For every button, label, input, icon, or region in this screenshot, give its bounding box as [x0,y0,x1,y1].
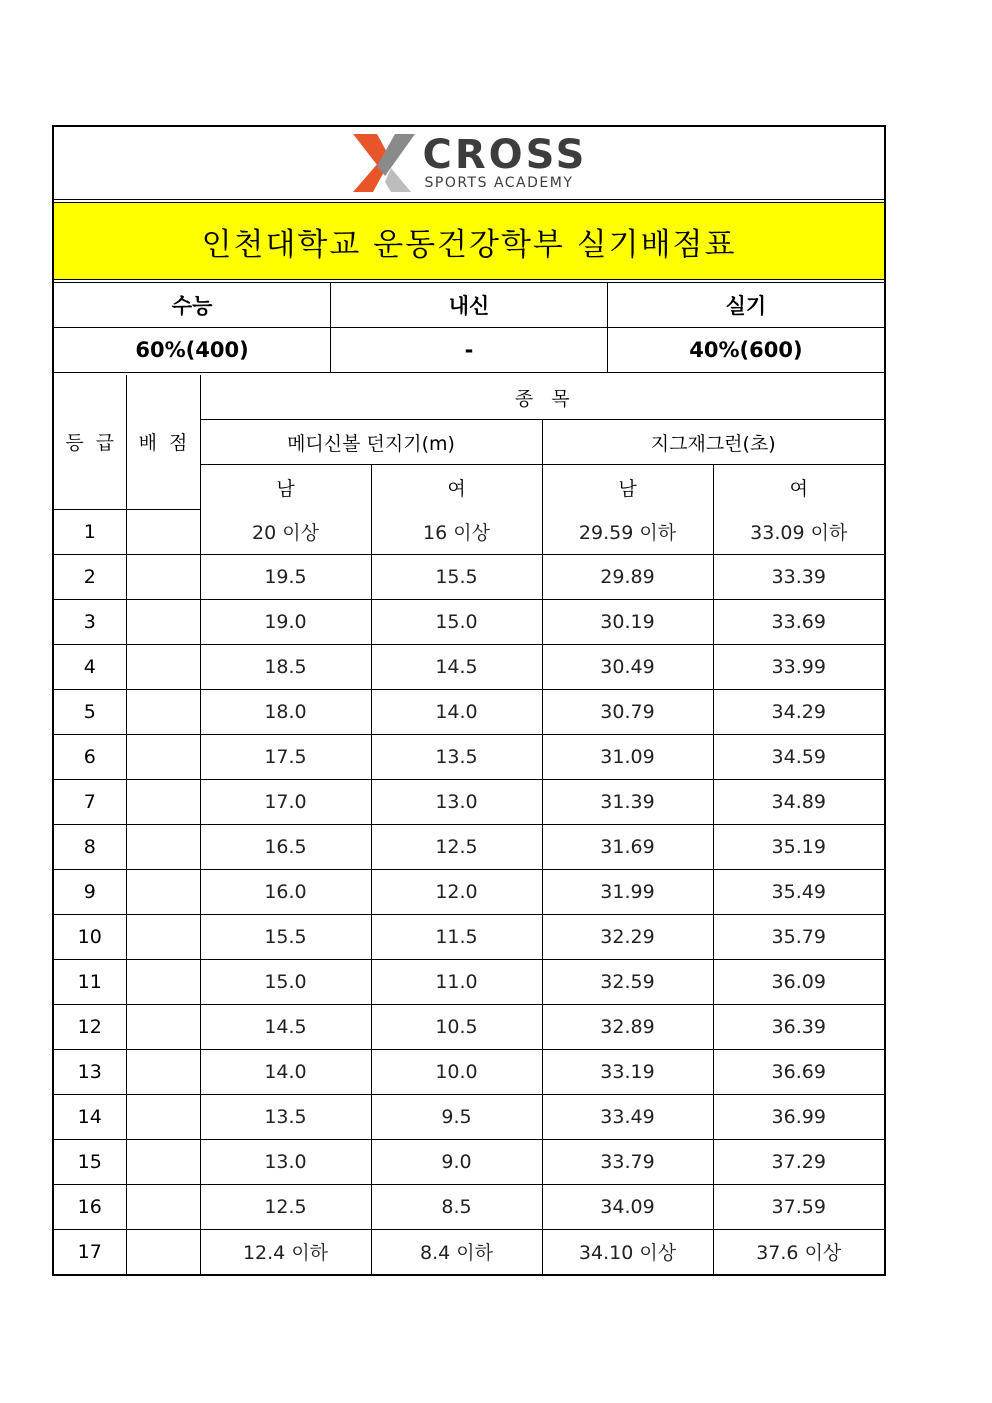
cell-e1m: 15.0 [200,959,371,1004]
cell-grade: 1 [54,509,126,554]
cell-e2m: 33.79 [542,1139,713,1184]
table-row [54,554,884,599]
cell-e1f: 10.0 [371,1049,542,1094]
cell-e1f: 13.0 [371,779,542,824]
cell-e2f: 37.29 [713,1139,884,1184]
cell-e2m: 31.69 [542,824,713,869]
cell-e2f: 34.89 [713,779,884,824]
events-header: 종 목 [200,375,884,420]
page-title: 인천대학교 운동건강학부 실기배점표 [54,202,884,280]
cell-e1m: 18.5 [200,644,371,689]
cell-e1f: 15.5 [371,554,542,599]
cell-e2f: 34.29 [713,689,884,734]
cell-score [126,509,200,554]
cell-e1m: 14.5 [200,1004,371,1049]
cell-e1m: 14.0 [200,1049,371,1094]
cell-grade: 4 [54,644,126,689]
cell-score [126,644,200,689]
table-row [54,779,884,824]
cell-e1m: 18.0 [200,689,371,734]
cell-e2m: 32.29 [542,914,713,959]
logo-wordmark: CROSS [422,132,588,178]
table-row [54,1229,884,1274]
cell-grade: 10 [54,914,126,959]
cell-score [126,1094,200,1139]
cell-e1m: 13.5 [200,1094,371,1139]
cell-score [126,1139,200,1184]
table-row [54,509,884,554]
cell-e2m: 29.59 이하 [542,509,713,554]
cross-logo [351,132,588,194]
cell-score [126,914,200,959]
cell-e2m: 31.99 [542,869,713,914]
cell-score [126,734,200,779]
cell-e2m: 29.89 [542,554,713,599]
table-row [54,1184,884,1229]
cell-e1f: 10.5 [371,1004,542,1049]
cell-score [126,959,200,1004]
cell-score [126,824,200,869]
score-sheet [52,125,886,1276]
cell-score [126,1184,200,1229]
cell-grade: 9 [54,869,126,914]
cell-e1f: 14.5 [371,644,542,689]
cell-e2f: 36.39 [713,1004,884,1049]
table-row [54,869,884,914]
cell-e2f: 35.79 [713,914,884,959]
ratio-header-suneung: 수능 [54,283,331,328]
cell-e1f: 14.0 [371,689,542,734]
table-row [54,959,884,1004]
cell-grade: 16 [54,1184,126,1229]
cell-grade: 15 [54,1139,126,1184]
header-female-2: 여 [713,465,884,510]
ratio-header-naesin: 내신 [331,283,608,328]
cell-e2f: 33.69 [713,599,884,644]
cell-e2m: 33.19 [542,1049,713,1094]
logo-subtitle: SPORTS ACADEMY [424,175,574,191]
cell-e1f: 9.0 [371,1139,542,1184]
cell-e1m: 12.4 이하 [200,1229,371,1274]
cell-e2f: 35.49 [713,869,884,914]
cell-score [126,689,200,734]
cell-e2m: 30.49 [542,644,713,689]
table-row [54,644,884,689]
table-row [54,914,884,959]
cell-score [126,554,200,599]
cell-e2f: 34.59 [713,734,884,779]
cell-e1m: 19.5 [200,554,371,599]
cell-grade: 7 [54,779,126,824]
cell-e2f: 33.09 이하 [713,509,884,554]
table-row [54,1004,884,1049]
cell-e1m: 15.5 [200,914,371,959]
cell-e2f: 33.39 [713,554,884,599]
cell-e1f: 11.5 [371,914,542,959]
ratio-value-silgi: 40%(600) [607,328,884,373]
table-row [54,599,884,644]
cell-score [126,779,200,824]
cell-score [126,599,200,644]
logo-row [54,127,884,200]
cell-grade: 12 [54,1004,126,1049]
cell-e2m: 32.59 [542,959,713,1004]
cell-score [126,869,200,914]
cell-e1m: 20 이상 [200,509,371,554]
cell-e2f: 35.19 [713,824,884,869]
table-row [54,824,884,869]
cell-e1m: 17.5 [200,734,371,779]
event-medicine-ball: 메디신볼 던지기(m) [200,420,542,465]
ratio-table [54,282,884,373]
ratio-value-naesin: - [331,328,608,373]
cell-e1f: 13.5 [371,734,542,779]
cell-grade: 14 [54,1094,126,1139]
cell-e2f: 37.59 [713,1184,884,1229]
header-male-2: 남 [542,465,713,510]
table-row [54,1049,884,1094]
cell-grade: 3 [54,599,126,644]
header-male-1: 남 [200,465,371,510]
score-header: 배 점 [126,375,200,509]
ratio-value-suneung: 60%(400) [54,328,331,373]
cell-e2f: 37.6 이상 [713,1229,884,1274]
cell-e1m: 12.5 [200,1184,371,1229]
cell-e2m: 33.49 [542,1094,713,1139]
cell-e2m: 31.09 [542,734,713,779]
cell-e2m: 32.89 [542,1004,713,1049]
cross-x-icon [351,132,417,194]
cell-e1f: 11.0 [371,959,542,1004]
grades-table [54,375,884,1274]
cell-e2f: 36.69 [713,1049,884,1094]
cell-e2m: 34.10 이상 [542,1229,713,1274]
cell-e1f: 9.5 [371,1094,542,1139]
cell-e2m: 30.79 [542,689,713,734]
cell-e1m: 16.0 [200,869,371,914]
cell-e1f: 15.0 [371,599,542,644]
cell-grade: 2 [54,554,126,599]
cell-e1f: 8.5 [371,1184,542,1229]
cell-e2m: 31.39 [542,779,713,824]
cell-e2m: 30.19 [542,599,713,644]
cell-e1m: 17.0 [200,779,371,824]
cell-e2m: 34.09 [542,1184,713,1229]
cell-e2f: 36.09 [713,959,884,1004]
header-female-1: 여 [371,465,542,510]
cell-grade: 11 [54,959,126,1004]
cell-score [126,1229,200,1274]
cell-e1f: 8.4 이하 [371,1229,542,1274]
cell-e1f: 12.0 [371,869,542,914]
cell-e1f: 16 이상 [371,509,542,554]
cell-grade: 13 [54,1049,126,1094]
cell-score [126,1004,200,1049]
cell-grade: 8 [54,824,126,869]
cell-grade: 6 [54,734,126,779]
table-row [54,689,884,734]
table-row [54,1094,884,1139]
event-zigzag-run: 지그재그런(초) [542,420,884,465]
ratio-header-silgi: 실기 [607,283,884,328]
cell-e2f: 33.99 [713,644,884,689]
cell-e1m: 13.0 [200,1139,371,1184]
cell-e1m: 19.0 [200,599,371,644]
cell-score [126,1049,200,1094]
table-row [54,734,884,779]
cell-grade: 17 [54,1229,126,1274]
table-row [54,1139,884,1184]
cell-e1m: 16.5 [200,824,371,869]
cell-e2f: 36.99 [713,1094,884,1139]
grade-header: 등 급 [54,375,126,509]
cell-e1f: 12.5 [371,824,542,869]
cell-grade: 5 [54,689,126,734]
